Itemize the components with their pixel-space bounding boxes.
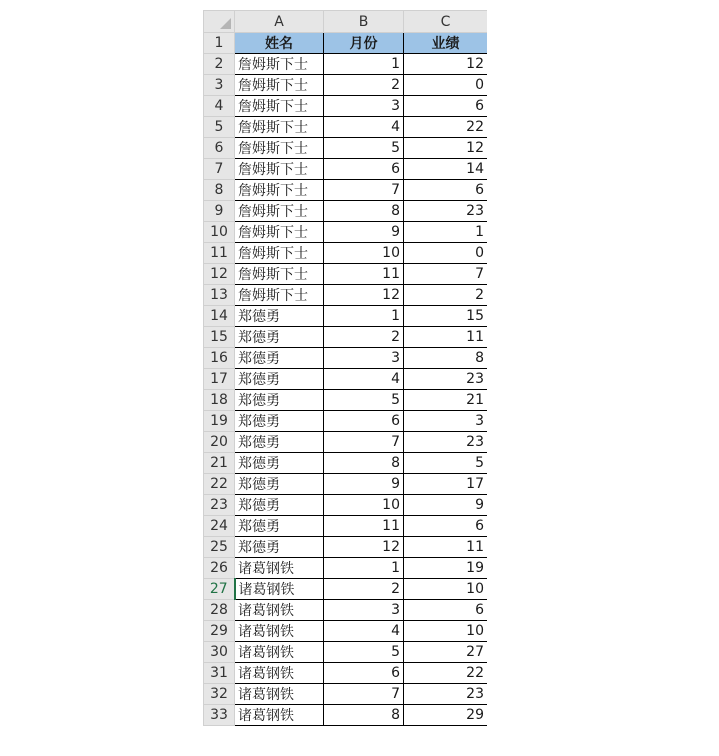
cell-score[interactable]: 14 (404, 159, 488, 180)
cell-month[interactable]: 4 (324, 369, 404, 390)
table-row (204, 285, 488, 306)
row-header[interactable]: 4 (204, 96, 235, 117)
cell-month[interactable]: 7 (324, 180, 404, 201)
table-row (204, 579, 488, 600)
cell-score[interactable]: 3 (404, 411, 488, 432)
cell-score[interactable]: 23 (404, 684, 488, 705)
table-row (204, 642, 488, 663)
cell-score[interactable]: 8 (404, 348, 488, 369)
row-header[interactable]: 1 (204, 33, 235, 54)
cell-score[interactable]: 17 (404, 474, 488, 495)
row-header[interactable]: 7 (204, 159, 235, 180)
cell-name[interactable]: 詹姆斯下士 (235, 264, 324, 285)
cell-name[interactable]: 诸葛钢铁 (235, 621, 324, 642)
data-grid (203, 10, 487, 726)
cell-score[interactable]: 6 (404, 600, 488, 621)
table-row (204, 243, 488, 264)
cell-score[interactable]: 15 (404, 306, 488, 327)
cell-name[interactable]: 诸葛钢铁 (235, 600, 324, 621)
row-header[interactable]: 26 (204, 558, 235, 579)
cell-score[interactable]: 27 (404, 642, 488, 663)
cell-score[interactable]: 6 (404, 180, 488, 201)
cell-month[interactable]: 11 (324, 264, 404, 285)
cell-name[interactable]: 詹姆斯下士 (235, 54, 324, 75)
column-header-c[interactable]: C (404, 11, 488, 33)
cell-month[interactable]: 11 (324, 516, 404, 537)
select-all-triangle-icon (220, 18, 231, 29)
cell-score[interactable]: 22 (404, 117, 488, 138)
cell-month[interactable]: 1 (324, 54, 404, 75)
cell-month[interactable]: 9 (324, 222, 404, 243)
cell-month[interactable]: 8 (324, 201, 404, 222)
cell-name[interactable]: 诸葛钢铁 (235, 684, 324, 705)
row-header[interactable]: 3 (204, 75, 235, 96)
table-row (204, 432, 488, 453)
cell-name[interactable]: 詹姆斯下士 (235, 117, 324, 138)
row-header[interactable]: 20 (204, 432, 235, 453)
cell-month[interactable]: 4 (324, 117, 404, 138)
cell-score[interactable]: 2 (404, 285, 488, 306)
cell-month[interactable]: 10 (324, 243, 404, 264)
cell-score[interactable]: 6 (404, 96, 488, 117)
cell-score[interactable]: 1 (404, 222, 488, 243)
cell-name[interactable]: 郑德勇 (235, 390, 324, 411)
cell-score[interactable]: 23 (404, 201, 488, 222)
table-row (204, 138, 488, 159)
cell-month[interactable]: 8 (324, 705, 404, 726)
table-row (204, 453, 488, 474)
table-row (204, 117, 488, 138)
row-header[interactable]: 33 (204, 705, 235, 726)
cell-month[interactable]: 6 (324, 663, 404, 684)
row-header[interactable]: 16 (204, 348, 235, 369)
cell-name[interactable]: 詹姆斯下士 (235, 75, 324, 96)
cell-month[interactable]: 2 (324, 579, 404, 600)
table-row (204, 159, 488, 180)
table-row (204, 75, 488, 96)
table-row (204, 558, 488, 579)
cell-score[interactable]: 0 (404, 75, 488, 96)
row-header[interactable]: 24 (204, 516, 235, 537)
cell-name[interactable]: 诸葛钢铁 (235, 579, 324, 600)
cell-month[interactable]: 5 (324, 642, 404, 663)
cell-month[interactable]: 6 (324, 159, 404, 180)
cell-name[interactable]: 詹姆斯下士 (235, 159, 324, 180)
cell-name[interactable]: 郑德勇 (235, 537, 324, 558)
row-header[interactable]: 31 (204, 663, 235, 684)
row-header[interactable]: 12 (204, 264, 235, 285)
cell-score[interactable]: 12 (404, 54, 488, 75)
header-data-row (204, 33, 488, 54)
row-header[interactable]: 21 (204, 453, 235, 474)
cell-month[interactable]: 1 (324, 558, 404, 579)
cell-name[interactable]: 郑德勇 (235, 411, 324, 432)
row-header[interactable]: 25 (204, 537, 235, 558)
cell-month[interactable]: 5 (324, 390, 404, 411)
cell-score[interactable]: 7 (404, 264, 488, 285)
cell-name[interactable]: 詹姆斯下士 (235, 138, 324, 159)
cell-name[interactable]: 郑德勇 (235, 306, 324, 327)
row-header[interactable]: 10 (204, 222, 235, 243)
cell-name[interactable]: 诸葛钢铁 (235, 705, 324, 726)
cell-month[interactable]: 3 (324, 96, 404, 117)
header-cell-score[interactable]: 业绩 (404, 33, 488, 54)
column-header-a[interactable]: A (235, 11, 324, 33)
cell-score[interactable]: 19 (404, 558, 488, 579)
cell-score[interactable]: 23 (404, 369, 488, 390)
row-header[interactable]: 23 (204, 495, 235, 516)
cell-score[interactable]: 22 (404, 663, 488, 684)
table-row (204, 327, 488, 348)
cell-score[interactable]: 29 (404, 705, 488, 726)
row-header[interactable]: 28 (204, 600, 235, 621)
table-row (204, 201, 488, 222)
cell-month[interactable]: 10 (324, 495, 404, 516)
cell-score[interactable]: 0 (404, 243, 488, 264)
row-header[interactable]: 15 (204, 327, 235, 348)
cell-name[interactable]: 诸葛钢铁 (235, 642, 324, 663)
cell-month[interactable]: 6 (324, 411, 404, 432)
table-row (204, 369, 488, 390)
row-header[interactable]: 19 (204, 411, 235, 432)
cell-month[interactable]: 12 (324, 285, 404, 306)
table-row (204, 348, 488, 369)
cell-month[interactable]: 9 (324, 474, 404, 495)
header-cell-name[interactable]: 姓名 (235, 33, 324, 54)
table-row (204, 621, 488, 642)
column-header-row (204, 11, 488, 33)
table-row (204, 390, 488, 411)
row-header[interactable]: 29 (204, 621, 235, 642)
select-all-corner[interactable] (204, 11, 235, 33)
row-header[interactable]: 5 (204, 117, 235, 138)
cell-name[interactable]: 诸葛钢铁 (235, 558, 324, 579)
cell-name[interactable]: 詹姆斯下士 (235, 180, 324, 201)
table-row (204, 264, 488, 285)
cell-score[interactable]: 21 (404, 390, 488, 411)
cell-score[interactable]: 10 (404, 579, 488, 600)
cell-score[interactable]: 9 (404, 495, 488, 516)
header-cell-month[interactable]: 月份 (324, 33, 404, 54)
cell-month[interactable]: 3 (324, 600, 404, 621)
cell-name[interactable]: 詹姆斯下士 (235, 96, 324, 117)
table-row (204, 180, 488, 201)
cell-score[interactable]: 6 (404, 516, 488, 537)
table-row (204, 537, 488, 558)
cell-name[interactable]: 詹姆斯下士 (235, 285, 324, 306)
cell-name[interactable]: 郑德勇 (235, 327, 324, 348)
cell-name[interactable]: 郑德勇 (235, 516, 324, 537)
row-header[interactable]: 17 (204, 369, 235, 390)
cell-name[interactable]: 郑德勇 (235, 348, 324, 369)
cell-name[interactable]: 郑德勇 (235, 369, 324, 390)
row-header[interactable]: 18 (204, 390, 235, 411)
cell-score[interactable]: 10 (404, 621, 488, 642)
cell-month[interactable]: 5 (324, 138, 404, 159)
row-header[interactable]: 9 (204, 201, 235, 222)
row-header[interactable]: 8 (204, 180, 235, 201)
cell-score[interactable]: 5 (404, 453, 488, 474)
cell-score[interactable]: 12 (404, 138, 488, 159)
table-row (204, 516, 488, 537)
cell-month[interactable]: 7 (324, 432, 404, 453)
cell-month[interactable]: 2 (324, 75, 404, 96)
table-row (204, 600, 488, 621)
row-header[interactable]: 27 (204, 579, 235, 600)
column-header-b[interactable]: B (324, 11, 404, 33)
row-header[interactable]: 32 (204, 684, 235, 705)
cell-score[interactable]: 23 (404, 432, 488, 453)
cell-month[interactable]: 1 (324, 306, 404, 327)
cell-name[interactable]: 郑德勇 (235, 453, 324, 474)
cell-name[interactable]: 詹姆斯下士 (235, 222, 324, 243)
cell-score[interactable]: 11 (404, 327, 488, 348)
row-header[interactable]: 11 (204, 243, 235, 264)
row-header[interactable]: 6 (204, 138, 235, 159)
cell-name[interactable]: 郑德勇 (235, 474, 324, 495)
cell-month[interactable]: 12 (324, 537, 404, 558)
table-row (204, 663, 488, 684)
table-row (204, 306, 488, 327)
spreadsheet (203, 10, 487, 756)
row-header[interactable]: 13 (204, 285, 235, 306)
table-row (204, 96, 488, 117)
cell-name[interactable]: 郑德勇 (235, 432, 324, 453)
row-header[interactable]: 22 (204, 474, 235, 495)
cell-name[interactable]: 诸葛钢铁 (235, 663, 324, 684)
table-row (204, 222, 488, 243)
table-row (204, 411, 488, 432)
table-row (204, 495, 488, 516)
row-header[interactable]: 14 (204, 306, 235, 327)
cell-score[interactable]: 11 (404, 537, 488, 558)
cell-name[interactable]: 詹姆斯下士 (235, 201, 324, 222)
table-row (204, 705, 488, 726)
row-header[interactable]: 2 (204, 54, 235, 75)
cell-month[interactable]: 8 (324, 453, 404, 474)
table-row (204, 474, 488, 495)
table-row (204, 54, 488, 75)
cell-name[interactable]: 郑德勇 (235, 495, 324, 516)
cell-month[interactable]: 2 (324, 327, 404, 348)
cell-month[interactable]: 3 (324, 348, 404, 369)
table-row (204, 684, 488, 705)
cell-name[interactable]: 詹姆斯下士 (235, 243, 324, 264)
row-header[interactable]: 30 (204, 642, 235, 663)
cell-month[interactable]: 4 (324, 621, 404, 642)
cell-month[interactable]: 7 (324, 684, 404, 705)
